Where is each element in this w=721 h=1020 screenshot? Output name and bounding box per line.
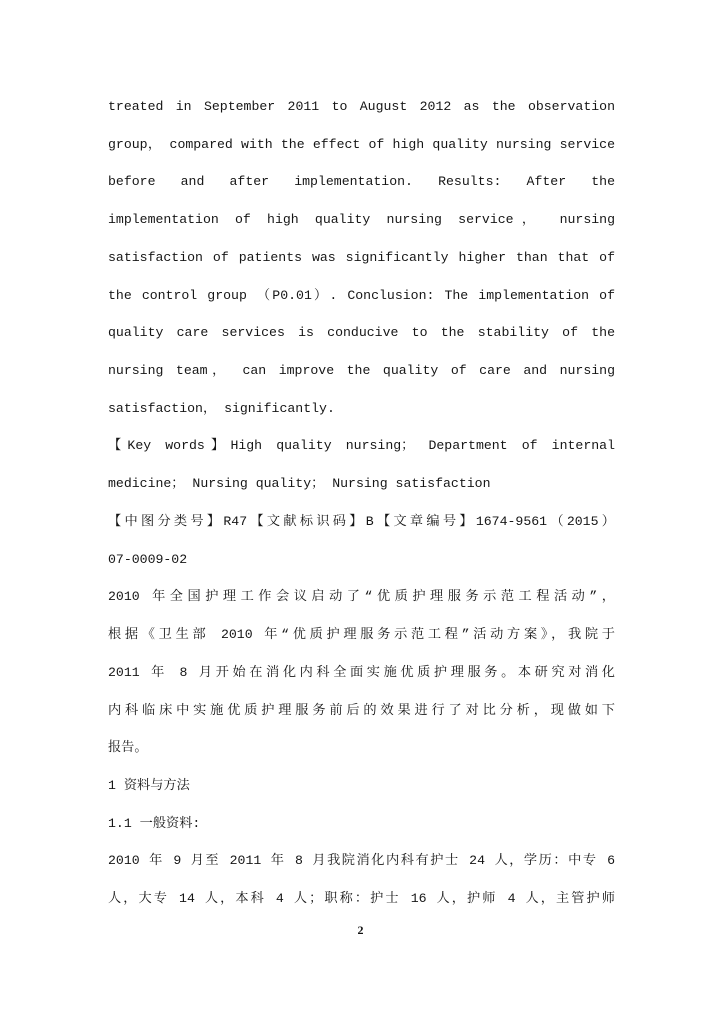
keywords-line: medicine； Nursing quality； Nursing satisfaction xyxy=(108,476,491,492)
keywords-paragraph xyxy=(108,427,615,502)
page-number: 2 xyxy=(357,923,364,937)
section-1-heading: 1 资料与方法 xyxy=(108,777,190,793)
classification-line: 【中图分类号】R47【文献标识码】B【文章编号】1674-9561（2015） xyxy=(108,513,615,529)
introduction-line: 2011 年 8 月开始在消化内科全面实施优质护理服务。本研究对消化 xyxy=(108,664,615,680)
classification-paragraph xyxy=(108,503,615,578)
abstract-text-line: the control group （P0.01）. Conclusion: The implementation of xyxy=(108,287,615,303)
abstract-text-line: group， compared with the effect of high quality nursing service xyxy=(108,136,615,152)
abstract-text-line: treated in September 2011 to August 2012 as the observation xyxy=(108,99,615,114)
section-1-1-heading: 1.1 一般资料: xyxy=(108,815,201,831)
abstract-text-line: before and after implementation. Results: After the xyxy=(108,174,615,190)
abstract-paragraph xyxy=(108,88,615,427)
introduction-line: 根据《卫生部 2010 年“优质护理服务示范工程”活动方案》，我院于 xyxy=(108,627,615,643)
general-data-paragraph xyxy=(108,842,615,917)
keywords-line: 【Key words】High quality nursing； Department of internal xyxy=(108,438,615,454)
abstract-text-line: quality care services is conducive to the stability of the xyxy=(108,325,615,341)
introduction-paragraph xyxy=(108,578,615,767)
introduction-line: 内科临床中实施优质护理服务前后的效果进行了对比分析，现做如下 xyxy=(108,702,615,718)
general-data-line: 2010 年 9 月至 2011 年 8 月我院消化内科有护士 24 人，学历：中专 6 xyxy=(108,853,615,869)
introduction-line: 2010 年全国护理工作会议启动了“优质护理服务示范工程活动”， xyxy=(108,589,615,605)
introduction-line: 报告。 xyxy=(108,740,148,756)
general-data-line: 人，大专 14 人，本科 4 人；职称：护士 16 人，护师 4 人，主管护师 xyxy=(108,891,615,907)
abstract-text-line: nursing team， can improve the quality of care and nursing xyxy=(108,363,615,379)
abstract-text-line: implementation of high quality nursing service， nursing xyxy=(108,212,615,228)
abstract-text-line: satisfaction， significantly. xyxy=(108,400,335,416)
page-content xyxy=(108,88,615,918)
abstract-text-line: satisfaction of patients was significantly higher than that of xyxy=(108,249,615,265)
classification-line: 07-0009-02 xyxy=(108,551,188,567)
